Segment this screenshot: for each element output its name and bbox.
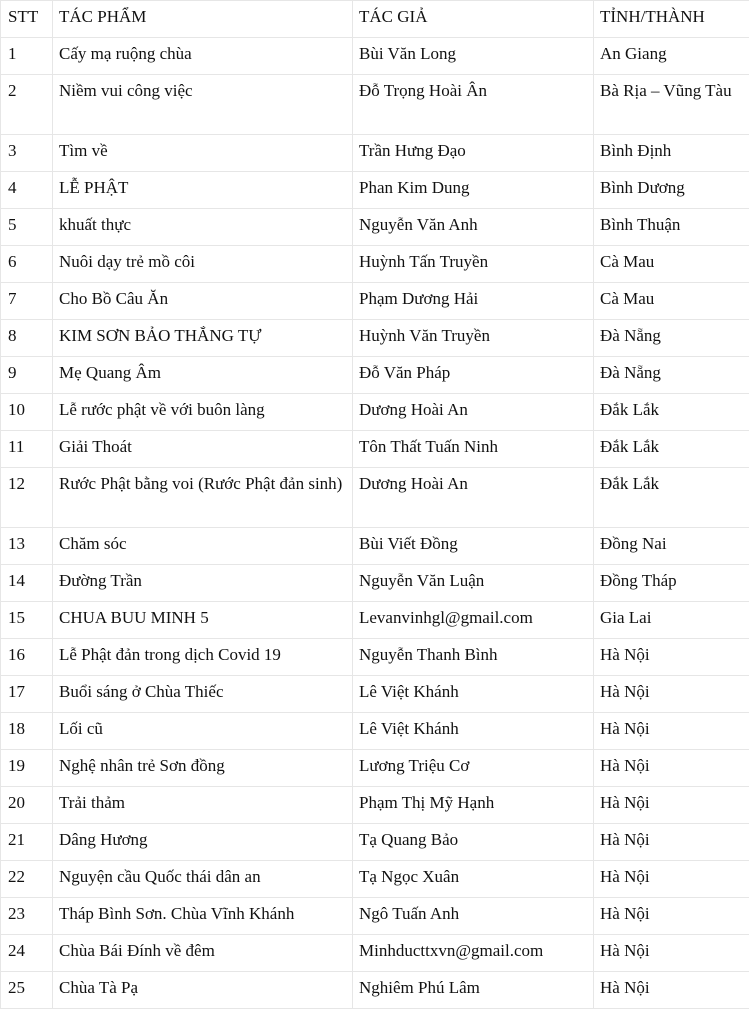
- cell-stt: 9: [1, 357, 53, 394]
- cell-work: Đường Trần: [53, 565, 353, 602]
- table-row: [1, 283, 749, 320]
- cell-author: Nguyễn Văn Anh: [353, 209, 594, 246]
- table-row: [1, 972, 749, 1009]
- cell-author: Nghiêm Phú Lâm: [353, 972, 594, 1009]
- cell-province: Hà Nội: [594, 898, 749, 935]
- cell-work: Buổi sáng ở Chùa Thiếc: [53, 676, 353, 713]
- table-row: [1, 246, 749, 283]
- cell-province: Bà Rịa – Vũng Tàu: [594, 75, 749, 135]
- cell-stt: 12: [1, 468, 53, 528]
- cell-stt: 17: [1, 676, 53, 713]
- cell-province: Cà Mau: [594, 246, 749, 283]
- table-row: [1, 172, 749, 209]
- cell-work: Chăm sóc: [53, 528, 353, 565]
- cell-stt: 8: [1, 320, 53, 357]
- cell-author: Phan Kim Dung: [353, 172, 594, 209]
- cell-province: Hà Nội: [594, 787, 749, 824]
- cell-stt: 2: [1, 75, 53, 135]
- table-row: [1, 602, 749, 639]
- cell-province: Đồng Tháp: [594, 565, 749, 602]
- cell-province: Hà Nội: [594, 972, 749, 1009]
- cell-work: Chùa Bái Đính về đêm: [53, 935, 353, 972]
- cell-work: Rước Phật bằng voi (Rước Phật đản sinh): [53, 468, 353, 528]
- cell-author: Ngô Tuấn Anh: [353, 898, 594, 935]
- table-row: [1, 898, 749, 935]
- cell-work: Trải thảm: [53, 787, 353, 824]
- cell-work: KIM SƠN BẢO THẮNG TỰ: [53, 320, 353, 357]
- table-row: [1, 787, 749, 824]
- cell-author: Bùi Viết Đồng: [353, 528, 594, 565]
- cell-author: Lê Việt Khánh: [353, 676, 594, 713]
- cell-province: Đắk Lắk: [594, 468, 749, 528]
- cell-stt: 4: [1, 172, 53, 209]
- cell-work: Tháp Bình Sơn. Chùa Vĩnh Khánh: [53, 898, 353, 935]
- table-row: [1, 824, 749, 861]
- cell-stt: 1: [1, 38, 53, 75]
- table-row: [1, 431, 749, 468]
- cell-province: Đà Nẵng: [594, 357, 749, 394]
- cell-province: Hà Nội: [594, 824, 749, 861]
- table-row: [1, 38, 749, 75]
- table-row: [1, 394, 749, 431]
- cell-work: Cấy mạ ruộng chùa: [53, 38, 353, 75]
- header-work: TÁC PHẨM: [53, 1, 353, 38]
- cell-work: Nghệ nhân trẻ Sơn đồng: [53, 750, 353, 787]
- cell-author: Huỳnh Tấn Truyền: [353, 246, 594, 283]
- cell-province: Bình Thuận: [594, 209, 749, 246]
- table-row: [1, 468, 749, 528]
- cell-work: Lễ rước phật về với buôn làng: [53, 394, 353, 431]
- cell-province: Hà Nội: [594, 639, 749, 676]
- table-row: [1, 528, 749, 565]
- cell-stt: 22: [1, 861, 53, 898]
- table-body: [1, 1, 749, 1009]
- table-row: [1, 750, 749, 787]
- cell-stt: 23: [1, 898, 53, 935]
- cell-author: Nguyễn Văn Luận: [353, 565, 594, 602]
- cell-work: Tìm về: [53, 135, 353, 172]
- cell-work: Chùa Tà Pạ: [53, 972, 353, 1009]
- table-row: [1, 639, 749, 676]
- cell-stt: 19: [1, 750, 53, 787]
- cell-author: Lê Việt Khánh: [353, 713, 594, 750]
- cell-work: CHUA BUU MINH 5: [53, 602, 353, 639]
- cell-stt: 20: [1, 787, 53, 824]
- cell-author: Lương Triệu Cơ: [353, 750, 594, 787]
- cell-province: Hà Nội: [594, 676, 749, 713]
- cell-stt: 16: [1, 639, 53, 676]
- cell-author: Levanvinhgl@gmail.com: [353, 602, 594, 639]
- cell-stt: 25: [1, 972, 53, 1009]
- cell-province: Hà Nội: [594, 935, 749, 972]
- cell-work: Lễ Phật đản trong dịch Covid 19: [53, 639, 353, 676]
- cell-author: Đỗ Trọng Hoài Ân: [353, 75, 594, 135]
- cell-stt: 15: [1, 602, 53, 639]
- table-row: [1, 75, 749, 135]
- cell-province: Bình Định: [594, 135, 749, 172]
- cell-work: Dâng Hương: [53, 824, 353, 861]
- cell-stt: 5: [1, 209, 53, 246]
- cell-stt: 10: [1, 394, 53, 431]
- table-row: [1, 713, 749, 750]
- table-row: [1, 209, 749, 246]
- cell-work: khuất thực: [53, 209, 353, 246]
- cell-province: Hà Nội: [594, 861, 749, 898]
- cell-province: Cà Mau: [594, 283, 749, 320]
- cell-province: Đắk Lắk: [594, 394, 749, 431]
- table-row: [1, 676, 749, 713]
- cell-author: Bùi Văn Long: [353, 38, 594, 75]
- table-row: [1, 320, 749, 357]
- table-row: [1, 565, 749, 602]
- cell-stt: 24: [1, 935, 53, 972]
- table-row: [1, 357, 749, 394]
- cell-province: Đồng Nai: [594, 528, 749, 565]
- cell-province: An Giang: [594, 38, 749, 75]
- cell-author: Phạm Thị Mỹ Hạnh: [353, 787, 594, 824]
- cell-stt: 11: [1, 431, 53, 468]
- cell-work: LỄ PHẬT: [53, 172, 353, 209]
- cell-stt: 14: [1, 565, 53, 602]
- cell-province: Hà Nội: [594, 750, 749, 787]
- cell-work: Lối cũ: [53, 713, 353, 750]
- header-province: TỈNH/THÀNH: [594, 1, 749, 38]
- cell-stt: 21: [1, 824, 53, 861]
- cell-stt: 6: [1, 246, 53, 283]
- cell-work: Nuôi dạy trẻ mồ côi: [53, 246, 353, 283]
- cell-stt: 13: [1, 528, 53, 565]
- cell-work: Nguyện cầu Quốc thái dân an: [53, 861, 353, 898]
- cell-work: Giải Thoát: [53, 431, 353, 468]
- cell-author: Trần Hưng Đạo: [353, 135, 594, 172]
- cell-province: Hà Nội: [594, 713, 749, 750]
- cell-author: Dương Hoài An: [353, 394, 594, 431]
- cell-province: Đà Nẵng: [594, 320, 749, 357]
- header-author: TÁC GIẢ: [353, 1, 594, 38]
- cell-author: Tôn Thất Tuấn Ninh: [353, 431, 594, 468]
- cell-work: Niềm vui công việc: [53, 75, 353, 135]
- cell-author: Minhducttxvn@gmail.com: [353, 935, 594, 972]
- table-header-row: [1, 1, 749, 38]
- cell-province: Đắk Lắk: [594, 431, 749, 468]
- cell-stt: 7: [1, 283, 53, 320]
- table-row: [1, 935, 749, 972]
- cell-work: Mẹ Quang Âm: [53, 357, 353, 394]
- cell-province: Gia Lai: [594, 602, 749, 639]
- cell-province: Bình Dương: [594, 172, 749, 209]
- cell-stt: 3: [1, 135, 53, 172]
- cell-author: Huỳnh Văn Truyền: [353, 320, 594, 357]
- cell-author: Tạ Ngọc Xuân: [353, 861, 594, 898]
- cell-author: Nguyễn Thanh Bình: [353, 639, 594, 676]
- table-row: [1, 861, 749, 898]
- cell-work: Cho Bồ Câu Ăn: [53, 283, 353, 320]
- cell-stt: 18: [1, 713, 53, 750]
- cell-author: Tạ Quang Bảo: [353, 824, 594, 861]
- cell-author: Đỗ Văn Pháp: [353, 357, 594, 394]
- header-stt: STT: [1, 1, 53, 38]
- cell-author: Phạm Dương Hải: [353, 283, 594, 320]
- table-row: [1, 135, 749, 172]
- cell-author: Dương Hoài An: [353, 468, 594, 528]
